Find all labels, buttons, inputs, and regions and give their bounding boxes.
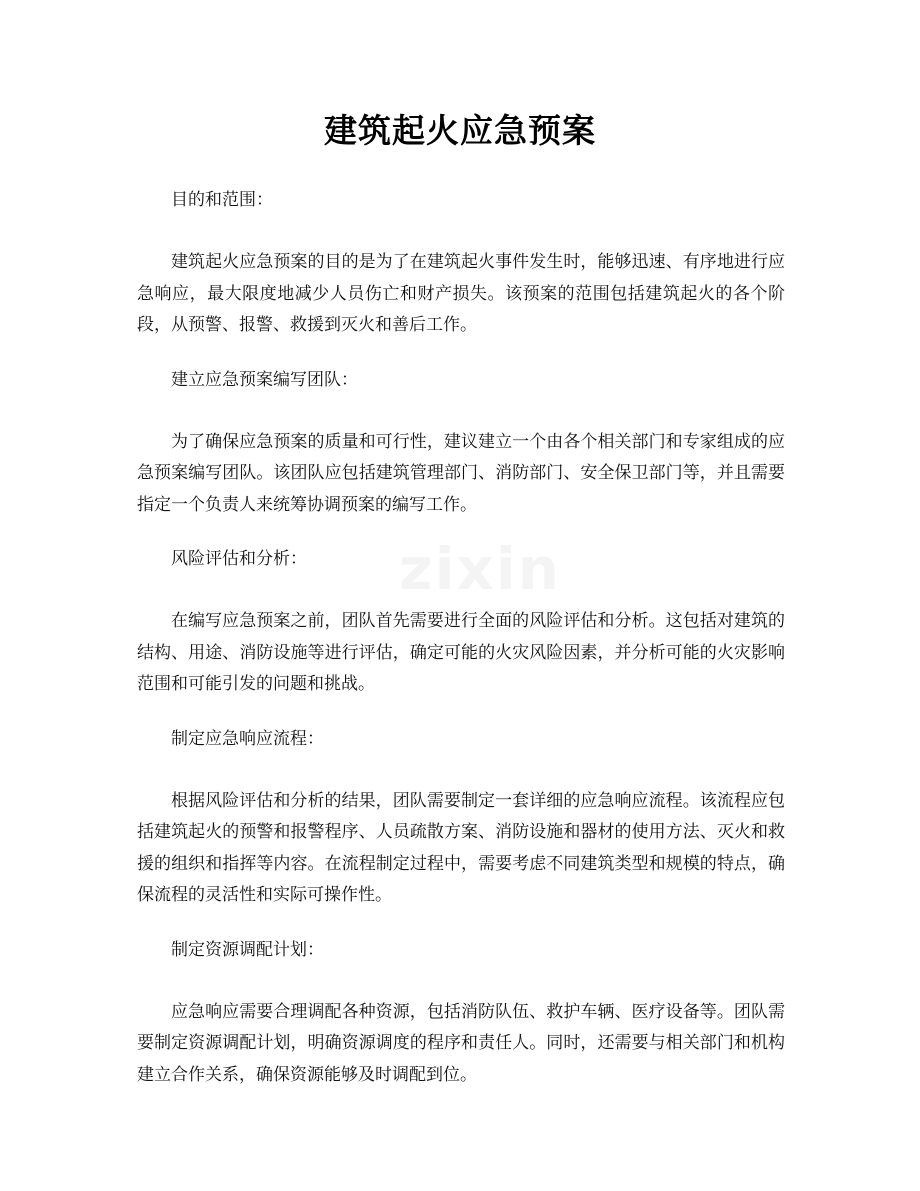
section-body-resources: 应急响应需要合理调配各种资源，包括消防队伍、救护车辆、医疗设备等。团队需要制定资源调配计划，明确资源调度的程序和责任人。同时，还需要与相关部门和机构建立合作关系，确保资源能够及时调配到位。 [137, 1001, 785, 1085]
section-heading-resources: 制定资源调配计划： [171, 939, 324, 960]
section-heading-team: 建立应急预案编写团队： [171, 369, 358, 390]
section-body-purpose: 建筑起火应急预案的目的是为了在建筑起火事件发生时，能够迅速、有序地进行应急响应，最大限度地减少人员伤亡和财产损失。该预案的范围包括建筑起火的各个阶段，从预警、报警、救援到灭火和善后工作。 [137, 252, 785, 335]
section-body-team: 为了确保应急预案的质量和可行性，建议建立一个由各个相关部门和专家组成的应急预案编写团队。该团队应包括建筑管理部门、消防部门、安全保卫部门等，并且需要指定一个负责人来统筹协调预案的编写工作。 [137, 431, 785, 515]
section-heading-risk: 风险评估和分析： [171, 549, 307, 569]
document-body [137, 185, 785, 1091]
section-heading-process: 制定应急响应流程： [171, 728, 324, 749]
section-heading-purpose: 目的和范围： [171, 190, 273, 210]
document-title: 建筑起火应急预案 [324, 111, 596, 150]
section-body-process: 根据风险评估和分析的结果，团队需要制定一套详细的应急响应流程。该流程应包括建筑起火的预警和报警程序、人员疏散方案、消防设施和器材的使用方法、灭火和救援的组织和指挥等内容。在流程制定过程中，需要考虑不同建筑类型和规模的特点，确保流程的灵活性和实际可操作性。 [137, 790, 785, 905]
section-body-risk: 在编写应急预案之前，团队首先需要进行全面的风险评估和分析。这包括对建筑的结构、用途、消防设施等进行评估，确定可能的火灾风险因素，并分析可能的火灾影响范围和可能引发的问题和挑战。 [137, 611, 785, 694]
